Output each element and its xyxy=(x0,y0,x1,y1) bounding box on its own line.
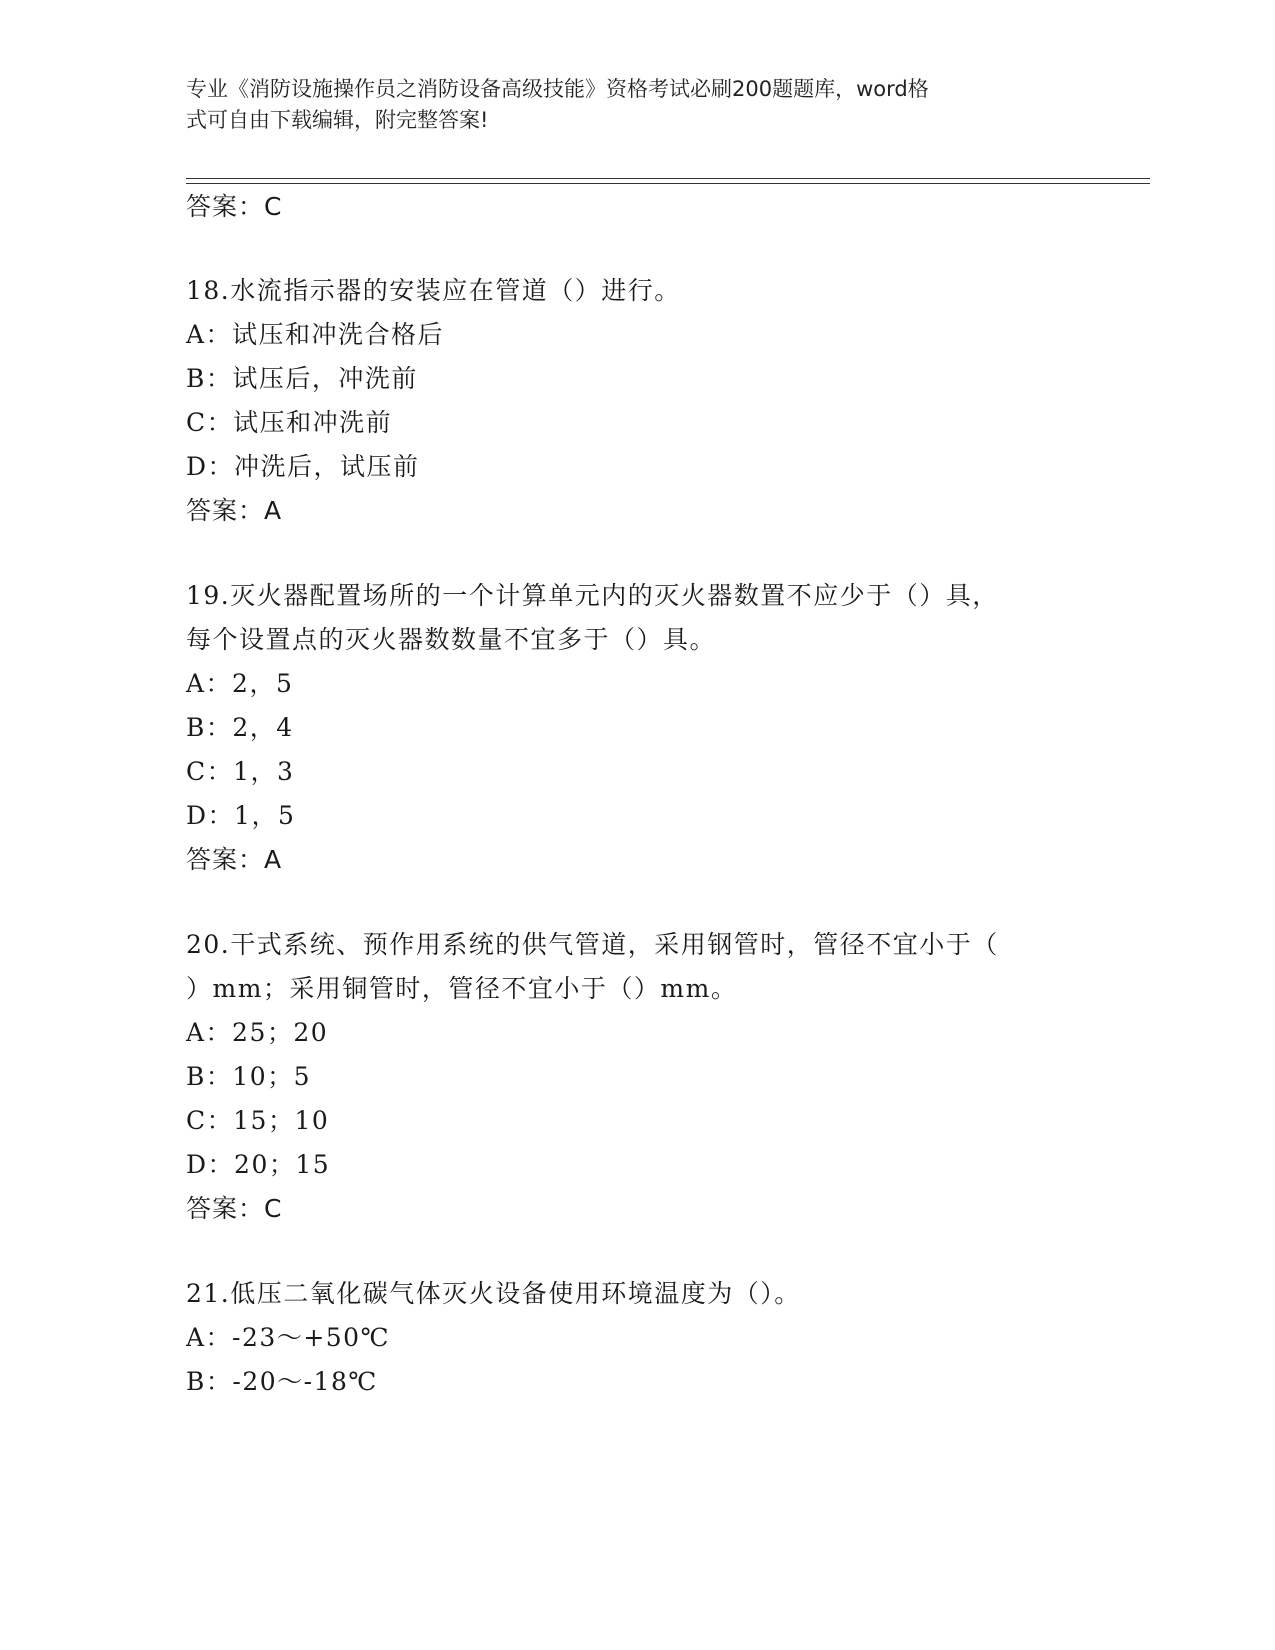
question-19-stem-line-2: 每个设置点的灭火器数数量不宜多于（）具。 xyxy=(186,625,717,654)
question-18-option-c: C：试压和冲洗前 xyxy=(186,408,393,437)
question-21-stem: 21.低压二氧化碳气体灭火设备使用环境温度为（）。 xyxy=(186,1279,801,1308)
question-20-option-d: D：20；15 xyxy=(186,1150,331,1179)
question-19-stem-line-1: 19.灭火器配置场所的一个计算单元内的灭火器数置不应少于（）具， xyxy=(186,581,999,610)
header-line-1: 专业《消防设施操作员之消防设备高级技能》资格考试必刷200题题库，word格 xyxy=(186,77,929,101)
header-line-2: 式可自由下载编辑，附完整答案! xyxy=(186,108,489,132)
question-19-option-d: D：1，5 xyxy=(186,801,296,830)
question-20-stem-line-1: 20.干式系统、预作用系统的供气管道，采用钢管时，管径不宜小于（ xyxy=(186,930,999,959)
question-21-option-b: B：-20～-18℃ xyxy=(186,1367,378,1396)
question-19-answer: 答案：A xyxy=(186,845,283,874)
question-19-option-a: A：2，5 xyxy=(186,669,294,698)
question-20-option-c: C：15；10 xyxy=(186,1106,330,1135)
question-21-option-a: A：-23～+50℃ xyxy=(186,1323,391,1352)
question-20-option-a: A：25；20 xyxy=(186,1018,329,1047)
question-20-option-b: B：10；5 xyxy=(186,1062,312,1091)
question-18-stem: 18.水流指示器的安装应在管道（）进行。 xyxy=(186,276,681,305)
header-divider-bottom xyxy=(186,183,1150,184)
question-18-option-a: A：试压和冲洗合格后 xyxy=(186,320,445,349)
header-divider-top xyxy=(186,178,1150,179)
question-18-option-b: B：试压后，冲洗前 xyxy=(186,364,418,393)
question-20-stem-line-2: ）mm；采用铜管时，管径不宜小于（）mm。 xyxy=(186,974,738,1003)
question-19-option-c: C：1，3 xyxy=(186,757,295,786)
question-18-answer: 答案：A xyxy=(186,496,283,525)
question-18-option-d: D：冲洗后，试压前 xyxy=(186,452,420,481)
document-header xyxy=(186,74,1066,136)
question-19-option-b: B：2，4 xyxy=(186,713,294,742)
answer-line: 答案：C xyxy=(186,192,283,221)
question-20-answer: 答案：C xyxy=(186,1194,283,1223)
